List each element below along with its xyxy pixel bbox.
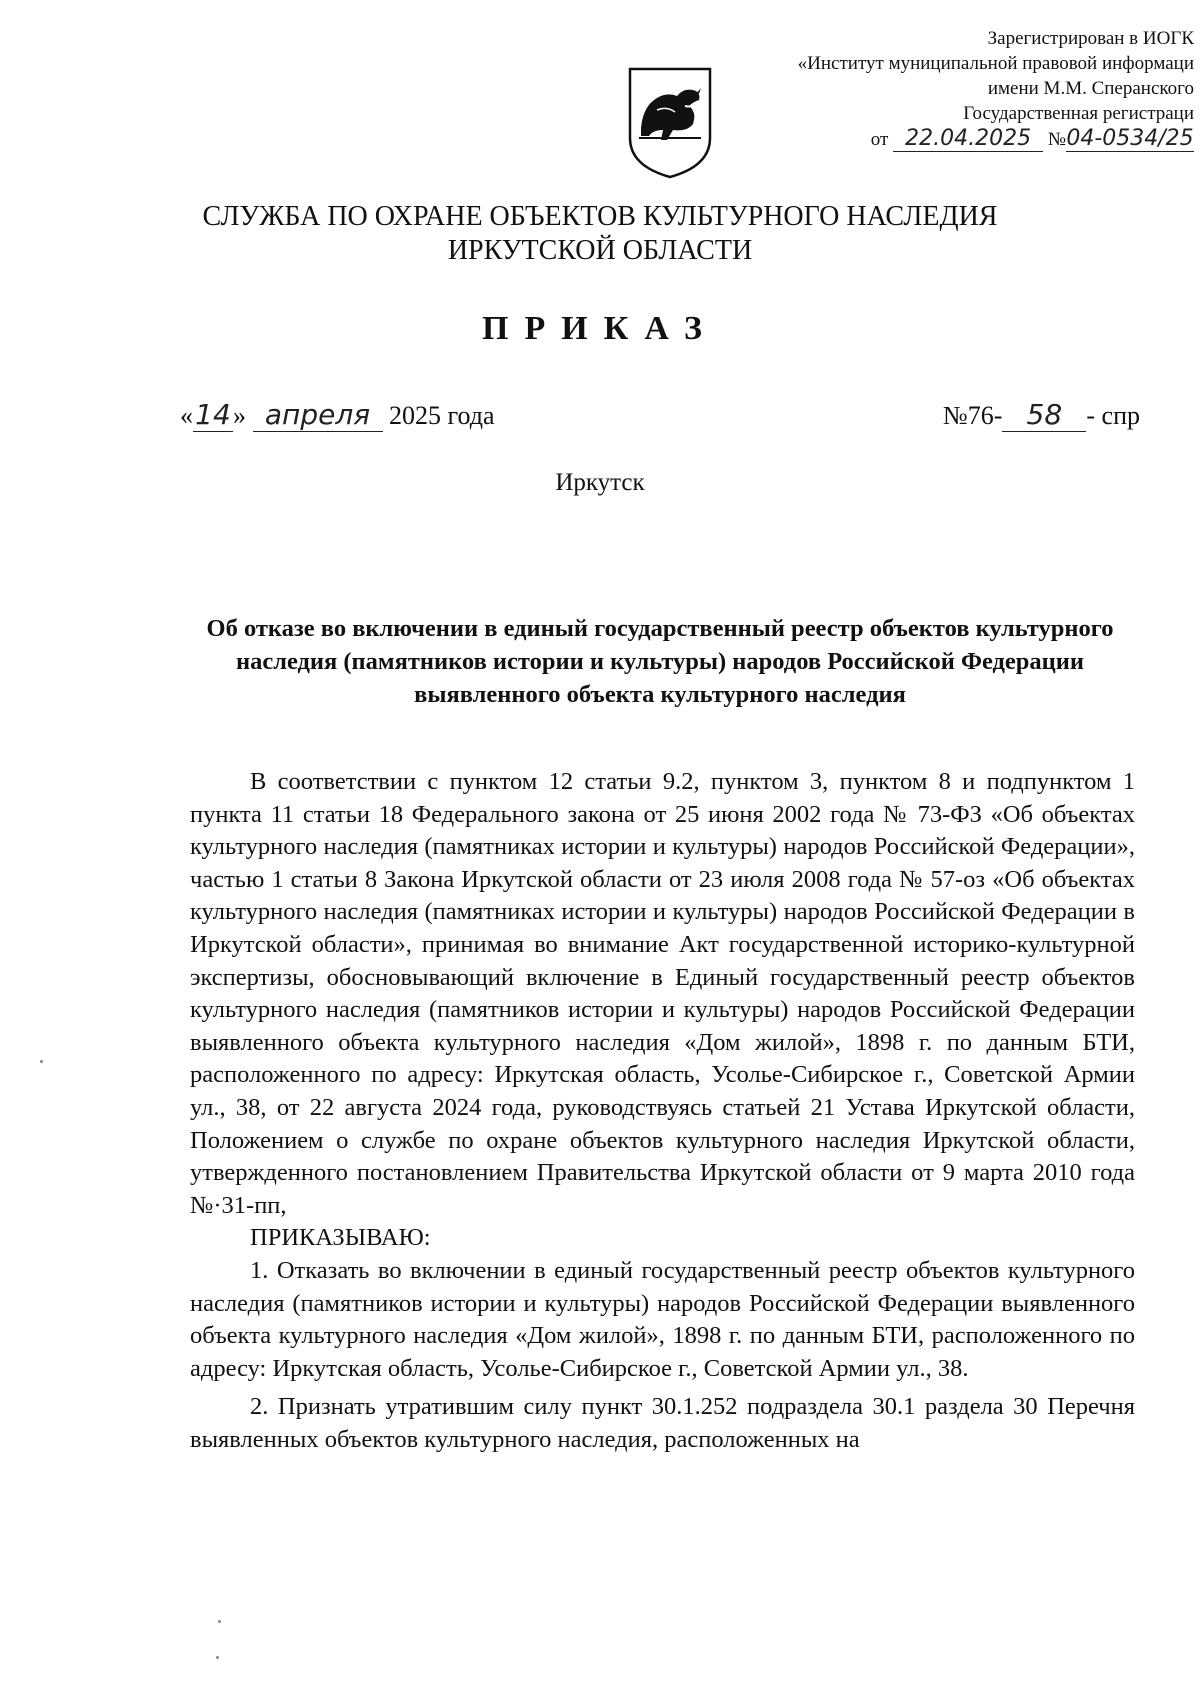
registration-date: 22.04.2025 — [893, 126, 1043, 152]
city: Иркутск — [555, 469, 645, 496]
preamble-paragraph: В соответствии с пунктом 12 статьи 9.2, пунктом 3, пунктом 8 и подпунктом 1 пункта 11 статьи 18 Федерального закона от 25 июня 2002 года № 73-ФЗ «Об объектах культурного наследия (памятниках истории и культуры) народов Российской Федерации», частью 1 статьи 8 Закона Иркутской области от 23 июля 2008 года № 57-оз «Об объектах культурного наследия (памятниках истории и культуры) народов Российской Федерации в Иркутской области», принимая во внимание Акт государственной историко-культурной экспертизы, обосновывающий включение в Единый государственный реестр объектов культурного наследия (памятников истории и культуры) народов Российской Федерации выявленного объекта культурного наследия «Дом жилой», 1898 г. по данным БТИ, расположенного по адресу: Иркутская область, Усолье-Сибирское г., Советской Армии ул., 38, от 22 августа 2024 года, руководствуясь статьей 21 Устава Иркутской области, Положением о службе по охране объектов культурного наследия Иркутской области, утвержденного постановлением Правительства Иркутской области от 9 марта 2010 года №·31-пп, — [190, 768, 1135, 1219]
scan-speck — [216, 1656, 219, 1659]
scan-speck — [40, 1060, 43, 1063]
order-subject: Об отказе во включении в единый государственный реестр объектов культурного наследия (памятников истории и культуры) народов Российской Федерации выявленного объекта культурного наследия — [206, 615, 1114, 708]
order-body — [190, 766, 1135, 1456]
registration-number: 04-0534/25 — [1066, 126, 1194, 151]
registration-number-prefix: № — [1047, 129, 1066, 150]
registration-prefix: от — [870, 129, 889, 150]
date-close-quote: » — [233, 401, 246, 430]
registration-line-1: Зарегистрирован в ИОГК — [987, 28, 1194, 49]
order-item-1: 1. Отказать во включении в единый государственный реестр объектов культурного наследия (памятников истории и культуры) народов Российской Федерации выявленного объекта культурного наследия «Дом жилой», 1898 г. по данным БТИ, расположенного по адресу: Иркутская область, Усолье-Сибирское г., Советской Армии ул., 38. — [190, 1256, 1135, 1382]
registration-line-5 — [798, 126, 1194, 152]
date-month: апреля — [253, 398, 383, 432]
date-day: 14 — [193, 398, 233, 432]
scan-speck — [218, 1620, 221, 1623]
order-date — [180, 398, 495, 432]
order-item-2: 2. Признать утратившим силу пункт 30.1.252 подраздела 30.1 раздела 30 Перечня выявленных объектов культурного наследия, расположенных на — [190, 1393, 1135, 1453]
registration-line-4: Государственная регистраци — [963, 103, 1194, 124]
registration-stamp — [798, 26, 1194, 152]
organization-line-2: ИРКУТСКОЙ ОБЛАСТИ — [447, 235, 753, 266]
organization-line-1: СЛУЖБА ПО ОХРАНЕ ОБЪЕКТОВ КУЛЬТУРНОГО НАСЛЕДИЯ — [202, 201, 998, 232]
order-word: ПРИКАЗЫВАЮ: — [250, 1224, 431, 1252]
order-title: ПРИКАЗ — [482, 310, 718, 347]
irkutsk-coat-of-arms-icon — [627, 66, 713, 180]
registration-line-2: «Институт муниципальной правовой информаци — [797, 53, 1194, 74]
organization-header — [0, 200, 1200, 268]
date-open-quote: « — [180, 401, 193, 430]
registration-line-3: имени М.М. Сперанского — [987, 78, 1194, 99]
order-number-suffix: - спр — [1086, 401, 1140, 430]
date-year: 2025 года — [389, 401, 495, 430]
order-number — [943, 398, 1140, 432]
order-number-prefix: №76- — [942, 401, 1003, 430]
order-number-value: 58 — [1002, 398, 1086, 432]
